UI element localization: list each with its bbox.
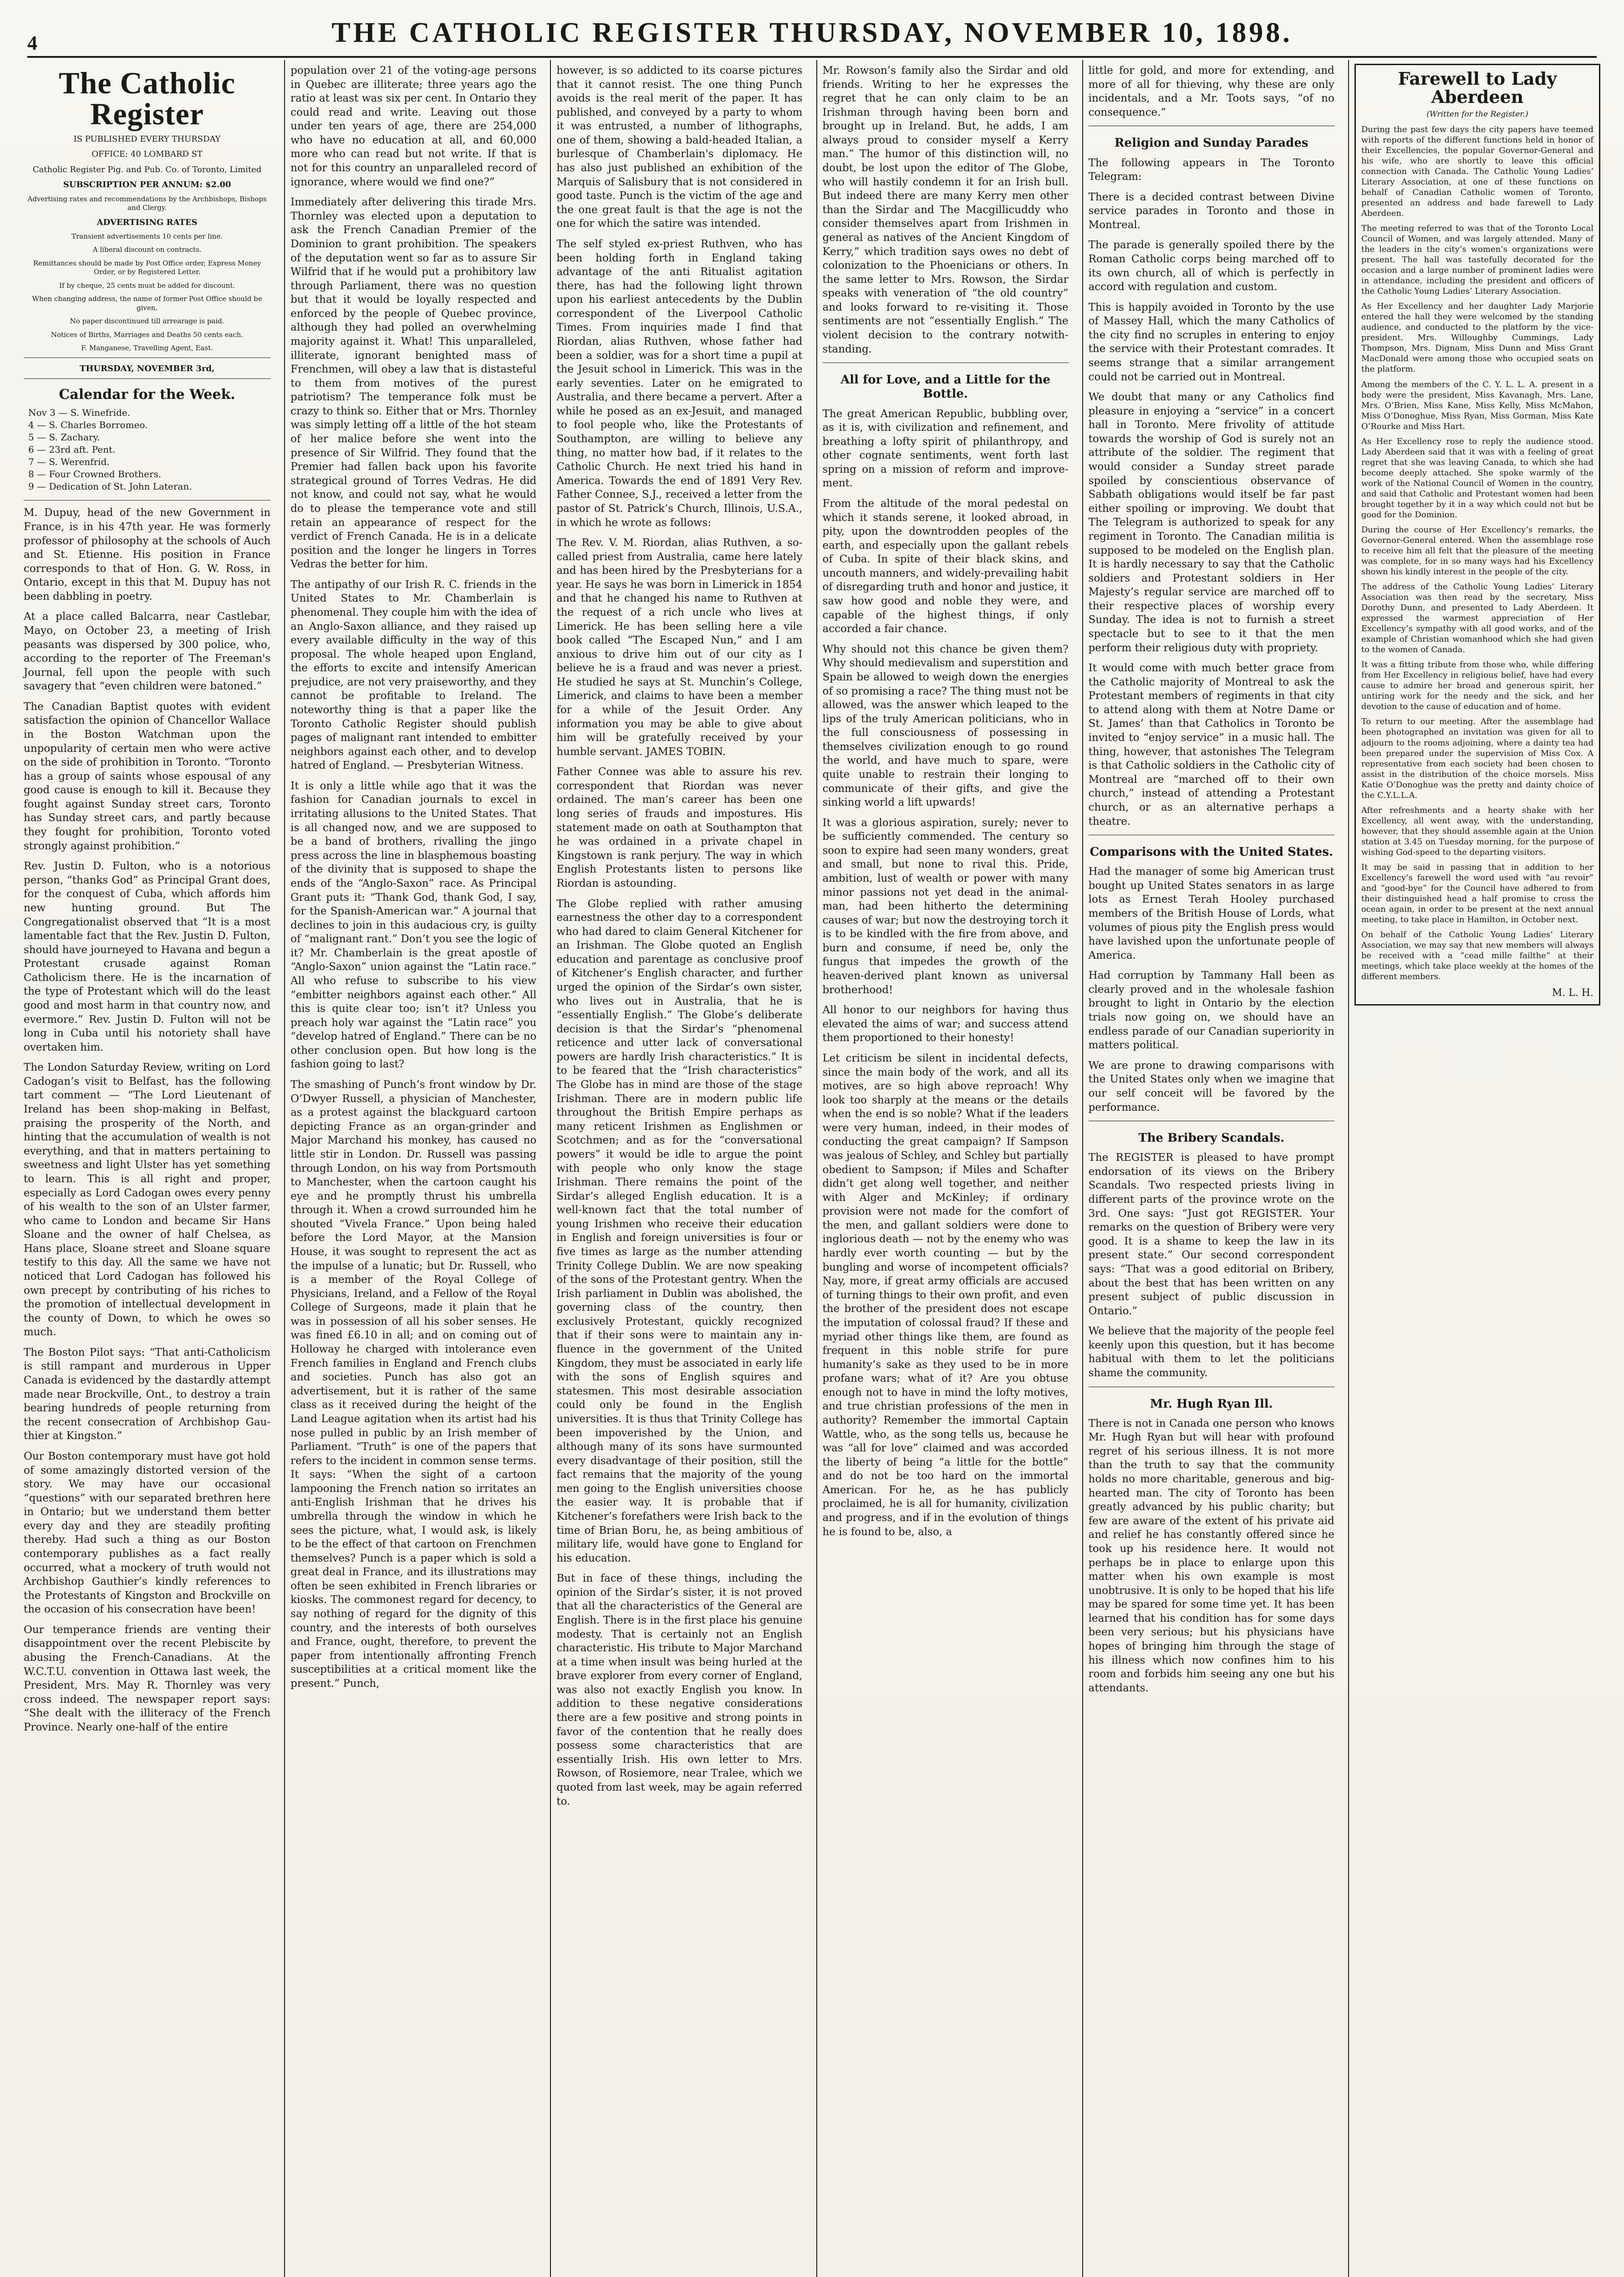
signature: M. L. H.	[1552, 987, 1593, 999]
article-paragraph: The Rev. V. M. Riordan, alias Ruthven, a so-called priest from Australia, came here lately and has been hired by the Presbyterians for a year. He says he was born in Limerick in 1854 and that he changed his name to Ruthven at the request of a rich uncle who lives at Limerick. He has been selling here a vile book called “The Escaped Nun,” and I am anxious to drive him out of our city as I believe he is a fraud and was never a priest. He studied he says at St. Munchin’s College, Limerick, and claims to have been a member for a while of the Jesuit Order. Any information you may be able to give about him will be gratefully received by your humble servant. JAMES TOBIN.	[556, 537, 803, 758]
page-number: 4	[27, 32, 37, 54]
article-paragraph: little for gold, and more for extending, and more of all for thieving, why these are only incidentals, and a Mr. Toots says, “of no consequence.”	[1088, 65, 1334, 118]
article-paragraph: The Canadian Baptist quotes with evident satisfaction the opinion of Chancellor Wallace in the Boston Watchman upon the unpopularity of certain men who were active on the side of prohibition in Toronto. “Toronto has a group of saints whose espousal of any good cause is enough to kill it. Because they fought against Sunday street cars, Toronto has Sunday street cars, and partly because they fought for prohibition, Toronto voted strongly against prohibition.”	[24, 700, 271, 852]
calendar-item: 5 — S. Zachary.	[28, 432, 100, 443]
ad-rates-list	[24, 232, 270, 353]
column-2	[284, 60, 542, 2277]
ad-rate-line: A liberal discount on contracts.	[92, 245, 202, 254]
section-heading: Comparisons with the United States.	[1089, 845, 1334, 859]
calendar-list	[24, 407, 270, 493]
calendar-item: Nov 3 — S. Winefride.	[28, 407, 131, 419]
ad-rate-line: F. Manganese, Travelling Agent, East.	[81, 344, 213, 352]
article-meta: (Written for the Register.)	[1426, 109, 1528, 119]
ad-rate-line: Remittances should be made by Post Office order, Express Money Order, or by Registered Letter.	[33, 259, 261, 276]
article-paragraph: The smashing of Punch’s front window by Dr. O’Dwyer Russell, a physician of Manchester, as a protest against the blackguard cartoon depicting France as an organ-grinder and Major Marchand his monkey, has caused no little stir in London. Dr. Russell was passing through London, on his way from Portsmouth to Manchester, when the cartoon caught his eye and he promptly thrust his umbrella through it. When a crowd surrounded him he shouted “Vivela France.” Upon being haled before the Lord Mayor, at the Mansion House, it was sought to represent the act as the impulse of a lunatic; but Dr. Russell, who is a member of the Royal College of Physicians, Ireland, and a Fellow of the Royal College of Surgeons, made it plain that he was in possession of all his sober senses. He was fined £6.10 in all; and on coming out of Holloway he charged with intolerance even French families in England and French clubs and societies. Punch has also got an advertisement, but it is rather of the same class as it received during the height of the Land League agitation when its artist had his nose pulled in public by an Irish member of Parliament. “Truth” is one of the papers that refers to the incident in common sense terms. It says: “When the sight of a cartoon lampooning the French nation so irritates an anti-English Irishman that he drives his umbrella through the window in which he sees the picture, what, I would ask, is likely to be the effect of that cartoon on Frenchmen themselves? Punch is a paper which is sold a great deal in France, and its illustrations may often be seen exhibited in French libraries or kiosks. The commonest regard for decency, to say nothing of regard for the dignity of this country, and the interests of both ourselves and France, ought, therefore, to prevent the paper from intentionally affronting French susceptibilities at a critical moment like the present.” Punch,	[290, 1079, 537, 1690]
article-paragraph: All honor to our neighbors for having thus elevated the aims of war; and success attend them proportioned to their honesty!	[822, 1004, 1069, 1044]
page-header	[0, 0, 1624, 55]
article-paragraph: From the altitude of the moral pedestal on which it stands serene, it looked abroad, in pity, upon the downtrodden peoples of the earth, and especially upon the gallant rebels of Cuba. In spite of their black skins, and uncouth manners, and widely-prevailing habit of disregarding truth and honor and justice, it saw how good and noble they were, and capable of the highest things, if only accorded a fair chance.	[822, 497, 1069, 635]
column-3	[550, 60, 808, 2277]
article-paragraph: Let criticism be silent in incidental defects, since the main body of the work, and all its motives, are so high above reproach! Why look too sharply at the means or the details when the end is so noble? What if the leaders were very human, indeed, in their modes of conducting the great campaign? If Sampson was jealous of Schley, and Schley but partially obedient to Sampson; if Miles and Schafter didn’t get along well together, and neither with Alger and McKinley; if ordinary provision were not made for the comfort of the men, and gallant soldiers were done to inglorious death — not by the enemy who was hardly ever worth counting — but by the bungling and worse of incompetent officials? Nay, more, if great army officials are accused of turning things to their own profit, and even the brother of the president does not escape the imputation of colossal fraud? If these and myriad other things like them, are found as frequent in this noble strife for pure humanity’s sake as they used to be in more profane wars; what of it? Are you obtuse enough not to have in mind the lofty motives, and true christian professions of the men in authority? Remember the immortal Captain Wattle, who, as the song tells us, because he was “all for love” claimed and was accorded the liberty of being “a little for the bottle” and do not be too hard on the immortal American. For he, as he has publicly proclaimed, he is all for humanity, civilization and progress, and if in the evolution of things he is found to be, also, a	[822, 1052, 1069, 1538]
article-paragraph: We believe that the majority of the people feel keenly upon this question, but it has become habitual with them to let the politicians shame the community.	[1088, 1325, 1334, 1379]
column-1	[18, 60, 276, 2277]
ad-rate-line: If by cheque, 25 cents must be added for discount.	[59, 281, 235, 290]
article-paragraph: At a place called Balcarra, near Castlebar, Mayo, on October 23, a meeting of Irish peasants was dispersed by 300 police, who, according to the reporter of The Freeman's Journal, fell upon the people with such savagery that “even children were batoned.”	[24, 611, 271, 693]
calendar-item: 9 — Dedication of St. John Lateran.	[28, 481, 192, 492]
article-paragraph: It was a glorious aspiration, surely; never to be sufficiently commended. The century so soon to expire had seen many wonders, great and small, but none to rival this. Pride, ambition, lust of wealth or power with many minor passions not yet dead in the animal-man, had been hitherto the determining causes of war; but now the destroying torch it is to be kindled with the fire from above, and burn and consume, if need be, only the fungus that impedes the growth of the heaven-derived plant known as universal brotherhood!	[822, 817, 1069, 996]
divider	[823, 362, 1069, 363]
article-paragraph: The great American Republic, bubbling over, as it is, with civilization and refinement, and breathing a lofty spirit of philanthropy, and other cognate sentiments, went forth last spring on a mission of reform and improvement.	[822, 408, 1069, 490]
article-paragraph: The following appears in The Toronto Telegram:	[1088, 157, 1334, 183]
article-paragraph: We are prone to drawing comparisons with the United States only when we imagine that our self conceit will be favored by the performance.	[1088, 1059, 1334, 1113]
article-paragraph: The REGISTER is pleased to have prompt endorsation of its views on the Bribery Scandals. Two respected priests living in different parts of the province wrote on the 3rd. One says: “Just got REGISTER. Your remarks on the question of Bribery were very good. It is a shame to keep the law in its present state.” Our second correspondent says: “That was a good editorial on Bribery, about the best that has been written on any present subject of public discussion in Ontario.”	[1088, 1152, 1334, 1317]
article-paragraph: Why should not this chance be given them? Why should medievalism and superstition and Spain be allowed to weigh down the energies of so promising a race? The thing must not be allowed, was the answer which leaped to the lips of the truly American politicians, who in the full consciousness of possessing in themselves civilization enough to go round the world, and have much to spare, were quite unable to restrain their longing to communicate of their gifts, and give the sinking world a lift upwards!	[822, 643, 1069, 809]
article-paragraph: It may be said in passing that in addition to her Excellency’s farewell the word used with “au revoir” and “good-bye” for the Council have adhered to from their distinguished head a half promise to cross the ocean again, in order to be present at the next annual meeting, to take place in Hamilton, in October next.	[1361, 862, 1593, 924]
running-head: THE CATHOLIC REGISTER THURSDAY, NOVEMBER 10, 1898.	[331, 17, 1293, 48]
article-title: Farewell to Lady Aberdeen	[1398, 68, 1557, 107]
article-paragraph: It would come with much better grace from the Catholic majority of Montreal to ask the Protestant members of regiments in that city to attend along with them at Notre Dame or St. James’ than that Catholics in Toronto be invited to “enjoy service” in a music hall. The thing, however, that astonishes The Telegram is that Catholic soldiers in the Catholic city of Montreal are “marched off to their own church,” instead of attending a Protestant church, or as an alternative perhaps a theatre.	[1088, 662, 1334, 827]
article-paragraph: The self styled ex-priest Ruthven, who has been holding forth in England taking advantage of the anti Ritualist agitation there, has had the following light thrown upon his earliest antecedents by the Dublin correspondent of the Liverpool Catholic Times. From inquiries made I find that Riordan, alias Ruthven, whose father had been a soldier, was for a short time a pupil at the Jesuit school in Limerick. This was in the early seventies. Later on he emigrated to Australia, and there became a pervert. After a while he posed as an ex-Jesuit, and managed to fool people who, like the Protestants of Southampton, are willing to believe any thing, no matter how bad, if it relates to the Catholic Church. He next tried his hand in America. Towards the end of 1891 Very Rev. Father Connee, S.J., received a letter from the pastor of St. Patrick’s Church, Illinois, U.S.A., in which he wrote as follows:	[556, 238, 803, 529]
calendar-item: 4 — S. Charles Borromeo.	[28, 419, 148, 431]
article-paragraph: Rev. Justin D. Fulton, who is a notorious person, “thanks God” as Principal Grant does, for the conquest of Cuba, which affords him new hunting ground. But The Congregationalist observed that “It is a most lamentable fact that the Rev. Justin D. Fulton, should have journeyed to Havana and begun a Protestant crusade against Roman Catholicism there. He is the incarnation of the type of Protestant which will do the least good and most harm in that country now, and evermore.” Rev. Justin D. Fulton will not be long in Cuba until his notoriety shall have overtaken him.	[24, 860, 271, 1053]
article-paragraph: Among the members of the C. Y. L. L. A. present in a body were the president, Miss Kavanagh, Mrs. Lane, Mrs. O’Brien, Miss Kane, Miss Kelly, Miss McMahon, Miss O’Donoghue, Miss Ryan, Miss Gorman, Miss Kate O’Rourke and Miss Hart.	[1361, 379, 1593, 431]
newspaper-columns	[18, 60, 1606, 2277]
article-paragraph: To return to our meeting. After the assemblage had been photographed an invitation was given for all to adjourn to the rooms adjoining, where a dainty tea had been prepared under the supervision of Miss Cox. A representative from each society had been chosen to assist in the distribution of the choice morsels. Miss Katie O’Donoghue was the pretty and dainty choice of the C.Y.L.L.A.	[1361, 717, 1593, 800]
column-4	[816, 60, 1074, 2277]
article-paragraph: There is a decided contrast between Divine service parades in Toronto and those in Montreal.	[1088, 191, 1334, 231]
date-line: THURSDAY, NOVEMBER 3rd,	[79, 363, 215, 373]
article-paragraph: As Her Excellency and her daughter Lady Marjorie entered the hall they were welcomed by the standing audience, and conducted to the platform by the vice-president. Mrs. Willoughby Cummings, Lady Thompson, Mrs. Dignam, Miss Dunn and Miss Grant MacDonald were among those who occupied seats on the platform.	[1361, 301, 1593, 374]
ad-rate-line: No paper discontinued till arrearage is paid.	[70, 317, 224, 326]
article-paragraph: Our temperance friends are venting their disappointment over the recent Plebiscite by abusing the French-Canadians. At the W.C.T.U. convention in Ottawa last week, the President, Mrs. May R. Thornley was very cross indeed. The newspaper report says: “She dealt with the illiteracy of the French Province. Nearly one-half of the entire	[24, 1624, 271, 1733]
article-paragraph: But in face of these things, including the opinion of the Sirdar’s sister, it is not proved that all the characteristics of the General are English. There is in the first place his genuine modesty. That is certainly not an English characteristic. His tribute to Major Marchand at a time when insult was being hurled at the brave explorer from every corner of England, was also not exactly English you know. In addition to these negative considerations there are a few positive and strong points in favor of the contention that he really does possess some characteristics that are essentially Irish. His own letter to Mrs. Rowson, of Rosiemore, near Tralee, which we quoted from last week, may be again referred to.	[556, 1572, 803, 1807]
article-paragraph: As Her Excellency rose to reply the audience stood. Lady Aberdeen said that it was with a feeling of great regret that she was leaving Canada, to which she had become deeply attached. She spoke warmly of the work of the National Council of Women in the country, and said that Catholic and Protestant women had been brought together by it in a way which could not but be good for the Dominion.	[1361, 436, 1593, 520]
divider	[24, 357, 270, 358]
header-rule	[27, 56, 1597, 58]
article-paragraph: Our Boston contemporary must have got hold of some amazingly distorted version of the story. We may have our occasional “questions” with our separated brethren here in Ontario; but we understand them better every day and they are steadily profiting thereby. Had such a thing as our Boston contemporary publishes as a fact really occurred, what a mockery of truth would not Archbishop Gauthier’s kindly references to the Protestants of Kingston and Brockville on the occasion of his consecration have been!	[24, 1450, 271, 1616]
column-5	[1082, 60, 1340, 2277]
article-paragraph: The parade is generally spoiled there by the Roman Catholic corps being marched off to its own church, all of which is perfectly in accord with regulation and custom.	[1088, 239, 1334, 293]
ad-rate-line: Notices of Births, Marriages and Deaths 50 cents each.	[51, 330, 244, 339]
calendar-item: 7 — S. Werenfrid.	[28, 456, 110, 468]
article-paragraph: We doubt that many or any Catholics find pleasure in enjoying a “service” in a concert hall in Toronto. Mere frivolity of attitude towards the worship of God is surely not an attribute of the soldier. The regiment that would consider a Sunday street parade spoiled by conscientious observance of Sabbath obligations would itself be far past either spoiling or improving. We doubt that The Telegram is authorized to speak for any regiment in Toronto. The Canadian militia is supposed to be modeled on the English plan. It is hardly necessary to say that the Catholic soldiers and Protestant soldiers in Her Majesty’s regular service are marched off to their respective places of worship every Sunday. The idea is not to furnish a street spectacle but to see to it that the men perform their religious duty with propriety.	[1088, 391, 1334, 654]
article-paragraph: The meeting referred to was that of the Toronto Local Council of Women, and was largely attended. Many of the leaders in the city’s women’s organizations were present. The hall was tastefully decorated for the occasion and a large number of prominent ladies were in attendance, including the president and officers of the Catholic Young Ladies’ Literary Association.	[1361, 224, 1593, 296]
calendar-heading: Calendar for the Week.	[59, 387, 235, 403]
article-paragraph: The antipathy of our Irish R. C. friends in the United States to Mr. Chamberlain is phenomenal. They couple him with the idea of an Anglo-Saxon alliance, and they raised up every available difficulty in the way of this proposal. The whole heaped upon England, the efforts to excite and intensify American prejudice, are not very praiseworthy, and they cannot be profitable to Ireland. The noteworthy thing is that a paper like the Toronto Catholic Register should publish pages of malignant rant intended to embitter neighbors against each other, and to develop hatred of England. — Presbyterian Witness.	[290, 578, 537, 772]
advertising-note: Advertising rates and recommendations by the Archbishops, Bishops and Clergy.	[27, 194, 267, 212]
article-paragraph: After refreshments and a hearty shake with her Excellency, all went away, with the understanding, however, that they should assemble again at the Union station at 3.45 on Tuesday morning, for the purpose of wishing God-speed to the departing visitors.	[1361, 805, 1593, 857]
article-paragraph: M. Dupuy, head of the new Government in France, is in his 47th year. He was formerly professor of philosophy at the schools of Auch and St. Etienne. His position in France corresponds to that of Hon. G. W. Ross, in Ontario, except in this that M. Dupuy has not been dabbling in poetry.	[24, 507, 271, 602]
article-paragraph: The Globe replied with rather amusing earnestness the other day to a correspondent who had dared to claim General Kitchener for an Irishman. The Globe quoted an English education and parentage as conclusive proof of Kitchener’s English character, and further urged the opinion of the Sirdar’s own sister, who lives out in Australia, that he is “essentially English.” The Globe’s deliberate decision is that the Sirdar’s “phenomenal reticence and utter lack of conversational powers are hardly Irish characteristics.” It is to be feared that the “Irish characteristics” The Globe has in mind are those of the stage Irishman. There are in modern public life throughout the British Empire perhaps as many reticent Irishmen as Englishmen or Scotchmen; and as for the “conversational powers” it would be idle to argue the point with people who only know the stage Irishman. There remains the point of the Sirdar’s alleged English education. It is a well-known fact that the total number of young Irishmen who receive their education in English and foreign universities is four or five times as large as the number attending Trinity College Dublin. We are now speaking of the sons of the Protestant gentry. When the Irish parliament in Dublin was abolished, the governing class of the country, then exclusively Protestant, quickly recognized that if their sons were to maintain any influence in the government of the United Kingdom, they must be associated in early life with the sons of English squires and statesmen. This most desirable association could only be found in the English universities. It is thus that Trinity College has been impoverished by the Union, and although many of its sons have surmounted every disadvantage of their position, still the fact remains that the majority of the young men going to the English universities choose the easier way. It is probable that if Kitchener’s forefathers were Irish back to the time of Brian Boru, he, as being ambitious of military life, would have gone to England for his education.	[556, 898, 803, 1564]
calendar-item: 6 — 23rd aft. Pent.	[28, 444, 116, 455]
divider	[24, 378, 270, 379]
article-paragraph: The London Saturday Review, writing on Lord Cadogan’s visit to Belfast, has the following tart comment — “The Lord Lieutenant of Ireland has been shop-making in Belfast, praising the prosperity of the North, and hinting that the accumulation of wealth is not everything, and that in matters pertaining to sweetness and light Ulster has yet something to learn. This is all right and proper, especially as Lord Cadogan owes every penny of his wealth to the son of an Ulster farmer, who came to London and became Sir Hans Sloane and the owner of half Chelsea, as Hans place, Sloane street and Sloane square testify to this day. All the same we have not noticed that Lord Cadogan has followed his own precept by contributing of his riches to the promotion of intellectual development in the county of Down, to which he owes so much.	[24, 1062, 271, 1338]
article-paragraph: This is happily avoided in Toronto by the use of Massey Hall, which the many Catholics of the city find no scruples in entering to enjoy the service with their Protestant comrades. It seems strange that a similar arrangement could not be carried out in Montreal.	[1088, 301, 1334, 383]
section-heading: All for Love, and a Little for the Bottle.	[840, 373, 1051, 401]
article-paragraph: On behalf of the Catholic Young Ladies’ Literary Association, we may say that new members will always be received with a “cead mille failthe” at their meetings, which take place weekly at the homes of the different members.	[1361, 930, 1593, 982]
article-paragraph: It was a fitting tribute from those who, while differing from Her Excellency in religious belief, have had every cause to admire her broad and generous spirit, her untiring work for the needy and the sick, and her devotion to the cause of education and of home.	[1361, 660, 1593, 712]
article-paragraph: It is only a little while ago that it was the fashion for Canadian journals to excel in irritating allusions to the United States. That is all changed now, and we are supposed to be a band of brothers, rivalling the jingo press across the line in blasphemous boasting of the divinity that is supposed to shape the ends of the “Anglo-Saxon” race. As Principal Grant puts it: “Thank God, thank God, I say, for the Spanish-American war.” A journal that declines to join in this audacious cry, is guilty of “malignant rant.” Don’t you see the logic of it? Mr. Chamberlain is the great apostle of “Anglo-Saxon” union against the “Latin race.” All who refuse to subscribe to his view “embitter neighbors against each other.” All this is quite clear too; isn’t it? Unless you preach holy war against the “Latin race” you “develop hatred of England.” There can be no other conclusion open. But how long is the fashion going to last?	[290, 780, 537, 1071]
ad-rate-line: When changing address, the name of former Post Office should be given.	[32, 295, 262, 312]
ad-rate-line: Transient advertisements 10 cents per line.	[71, 232, 223, 240]
advertising-rates-heading: ADVERTISING RATES	[97, 217, 198, 227]
farewell-article	[1354, 64, 1600, 1006]
company-line: Catholic Register Pig. and Pub. Co. of Toronto, Limited	[32, 164, 262, 174]
article-paragraph: During the course of Her Excellency’s remarks, the Governor-General entered. When the assemblage rose to receive him all felt that the pleasure of the meeting was complete, for in so many ways had his Excellency shown his kindly interest in the people of the city.	[1361, 525, 1593, 577]
column-6	[1348, 60, 1606, 2277]
article-paragraph: The Boston Pilot says: “That anti-Catholicism is still rampant and murderous in Upper Canada is evidenced by the dastardly attempt made near Brockville, Ont., to destroy a train bearing hundreds of people returning from the recent consecration of Archbishop Gauthier at Kingston.”	[24, 1346, 271, 1442]
article-paragraph: Had corruption by Tammany Hall been as clearly proved and in the wholesale fashion brought to light in Ontario by the election trials now going on, we should have an endless parade of our Canadian superiority in matters political.	[1088, 970, 1334, 1052]
article-paragraph: During the past few days the city papers have teemed with reports of the different functions held in honor of their Excellencies, the popular Governor-General and his wife, who are shortly to leave this official connection with Canada. The Catholic Young Ladies’ Literary Association, at one of these functions on behalf of Canadian Catholic women of Toronto, presented an address and bade farewell to Lady Aberdeen.	[1361, 124, 1593, 219]
article-paragraph: There is not in Canada one person who knows Mr. Hugh Ryan but will hear with profound regret of his serious illness. It is not more than the truth to say that the community holds no more charitable, generous and big-hearted man. The city of Toronto has been greatly advanced by his public charity; but few are aware of the extent of his private aid and relief he has constantly offered since he took up his residence here. It would not perhaps be in place to enlarge upon this matter when his own example is most unobtrusive. It is only to be hoped that his life may be spared for some time yet. It has been learned that his condition has for some days been very serious; but his physicians have hopes of bringing him through the stage of his illness which now confines him to his room and forbids him seeing any one but his attendants.	[1088, 1417, 1334, 1694]
subscription-line: SUBSCRIPTION PER ANNUM: $2.00	[63, 180, 231, 190]
section-heading: The Bribery Scandals.	[1138, 1131, 1285, 1145]
published-line: IS PUBLISHED EVERY THURSDAY	[73, 134, 221, 144]
article-paragraph: however, is so addicted to its coarse pictures that it cannot resist. The one thing Punch avoids is the real merit of the paper. It has published, and conveyed by a party to whom it was entrusted, a number of lithographs, one of them, showing a bald-headed Italian, a burlesque of Chamberlain's diplomacy. He has also just published an exhibition of the Marquis of Salisbury that is not considered in good taste. Punch is the victim of the age and the one great fault is that the age is not the one for which the satire was intended.	[556, 65, 803, 230]
article-paragraph: population over 21 of the voting-age persons in Quebec are illiterate; three years ago the ratio at least was six per cent. In Ontario they could read and write. Leaving out those under ten years of age, there are 254,000 who have no education at all, and 60,000 more who can read but not write. If that is not for this country an unparalleled record of ignorance, where would we find one?”	[290, 65, 537, 188]
masthead: The Catholic Register	[59, 66, 236, 131]
article-paragraph: Had the manager of some big American trust bought up United States senators in as large lots as Ernest Terah Hooley purchased members of the British House of Lords, what volumes of pious pity the English press would have lavished upon the unfortunate people of America.	[1088, 866, 1334, 961]
calendar-item: 8 — Four Crowned Brothers.	[28, 469, 162, 480]
office-line: OFFICE: 40 LOMBARD ST	[92, 149, 203, 159]
article-paragraph: The address of the Catholic Young Ladies’ Literary Association was then read by the secretary, Miss Dorothy Dunn, and presented to Lady Aberdeen. It expressed the warmest appreciation of Her Excellency’s sympathy with all good works, and of the example of Christian womanhood which she had given to the women of Canada.	[1361, 582, 1593, 655]
section-heading: Mr. Hugh Ryan Ill.	[1150, 1397, 1273, 1411]
article-paragraph: Mr. Rowson’s family also the Sirdar and old friends. Writing to her he expresses the regret that he can only claim to be an Irishman through having been born and brought up in Ireland. But, he adds, I am always proud to consider myself a Kerry man.” The humor of this distinction will, no doubt, be lost upon the editor of The Globe, who will hastily condemn it for an Irish bull. But indeed there are many Kerry men other than the Sirdar and The Macgillicuddy who consider themselves apart from Irishmen in general as natives of the Ancient Kingdom of Kerry,” which tradition says owes no debt of colonization to the Phoenicians or others. In the same letter to Mrs. Rowson, the Sirdar speaks with veneration of “the old country” and looks forward to re-visiting it. Those sentiments are not “essentially English.” The violent decision to the contrary notwithstanding.	[822, 65, 1069, 355]
section-heading: Religion and Sunday Parades	[1114, 136, 1308, 150]
article-paragraph: Immediately after delivering this tirade Mrs. Thornley was elected upon a deputation to ask the French Canadian Premier of the Dominion to grant prohibition. The speakers of the deputation went so far as to assure Sir Wilfrid that if he would put a prohibitory law through Parliament, there was no question but that it would be loyally respected and enforced by the people of Quebec province, although they had polled an overwhelming majority against it. What! This unparalleled, illiterate, ignorant benighted mass of Frenchmen, will obey a law that is distasteful to them from motives of the purest patriotism? The temperance folk must be crazy to think so. Either that or Mrs. Thornley was simply letting off a little of the hot steam of her malice before she went into the presence of Sir Wilfrid. They found that the Premier had fallen back upon his favorite strategical ground of Torres Vedras. He did not know, and could not say, what he would do to please the temperance vote and still retain an appearance of respect for the verdict of French Canada. He is in a delicate position and the longer he lingers in Torres Vedras the better for him.	[290, 196, 537, 571]
article-paragraph: Father Connee was able to assure his rev. correspondent that Riordan was never ordained. The man’s career has been one long series of frauds and impostures. His statement made on oath at Southampton that he was ordained in a private chapel in Kingstown is rank perjury. The way in which English Protestants listen to persons like Riordan is astounding.	[556, 766, 803, 889]
